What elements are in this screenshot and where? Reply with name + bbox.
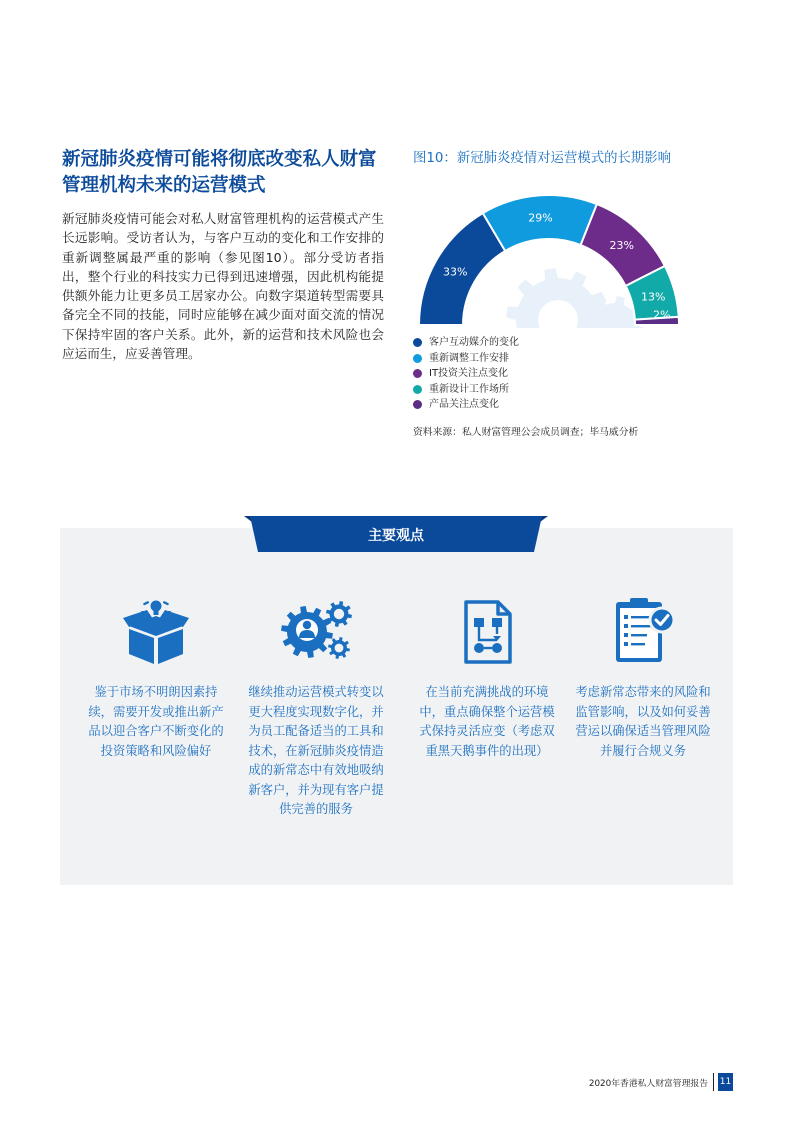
- section-heading: 新冠肺炎疫情可能将彻底改变私人财富管理机构未来的运营模式: [62, 149, 377, 196]
- key-point-text-1: 鉴于市场不明朗因素持续，需要开发或推出新产品以迎合客户不断变化的投资策略和风险偏好: [88, 685, 224, 758]
- legend-swatch: [413, 354, 422, 363]
- checklist-clipboard-icon: [604, 596, 682, 666]
- legend-label: 产品关注点变化: [429, 399, 499, 410]
- legend-swatch: [413, 400, 422, 409]
- gauge-chart: [413, 170, 733, 328]
- footer-divider: [713, 1073, 714, 1091]
- legend-label: 重新设计工作场所: [429, 383, 509, 395]
- legend-label: 重新调整工作安排: [429, 352, 509, 364]
- legend-item: [413, 382, 519, 398]
- figure-title: 图10：新冠肺炎疫情对运营模式的长期影响: [413, 151, 672, 166]
- key-points-title: 主要观点: [368, 528, 424, 544]
- figure-source: 资料来源：私人财富管理公会成员调查；毕马威分析: [413, 427, 639, 438]
- legend-swatch: [413, 385, 422, 394]
- key-point-text-4: 考虑新常态带来的风险和监管影响，以及如何妥善营运以确保适当管理风险并履行合规义务: [575, 685, 711, 758]
- idea-box-icon: [117, 596, 195, 666]
- footer-report-title: 2020年香港私人财富管理报告: [588, 1079, 708, 1089]
- gauge-value-label: 23%: [609, 239, 634, 253]
- legend-item: [413, 397, 519, 413]
- gauge-value-label: 33%: [442, 265, 468, 279]
- body-paragraph: 新冠肺炎疫情可能会对私人财富管理机构的运营模式产生长远影响。受访者认为，与客户互动的变化和工作安排的重新调整属最严重的影响（参见图10）。部分受访者指出，整个行业的科技实力已得到迅速增强，因此机构能提供额外能力让更多员工居家办公。向数字渠道转型需要具备完全不同的技能，同时应能够在减少面对面交流的情况下保持牢固的客户关系。此外，新的运营和技术风险也会应运而生，应妥善管理。: [62, 211, 384, 362]
- gauge-value-label: 2%: [653, 308, 671, 322]
- key-point-text-3: 在当前充满挑战的环境中，重点确保整个运营模式保持灵活应变（考虑双重黑天鹅事件的出现）: [419, 685, 555, 758]
- key-point-text-2: 继续推动运营模式转变以更大程度实现数字化，并为员工配备适当的工具和技术，在新冠肺炎疫情造成的新常态中有效地吸纳新客户，并为现有客户提供完善的服务: [248, 685, 384, 816]
- chart-legend: [413, 335, 519, 413]
- legend-item: [413, 335, 519, 351]
- workflow-document-icon: [448, 596, 526, 666]
- legend-label: 客户互动媒介的变化: [429, 337, 519, 348]
- legend-swatch: [413, 369, 422, 378]
- gauge-value-label: 13%: [640, 290, 666, 304]
- gauge-value-label: 29%: [528, 211, 553, 225]
- gears-person-icon: [277, 596, 355, 666]
- legend-item: [413, 366, 519, 382]
- legend-item: [413, 351, 519, 367]
- page-number: 11: [718, 1073, 733, 1091]
- legend-label: IT投资关注点变化: [429, 368, 509, 379]
- legend-swatch: [413, 338, 422, 347]
